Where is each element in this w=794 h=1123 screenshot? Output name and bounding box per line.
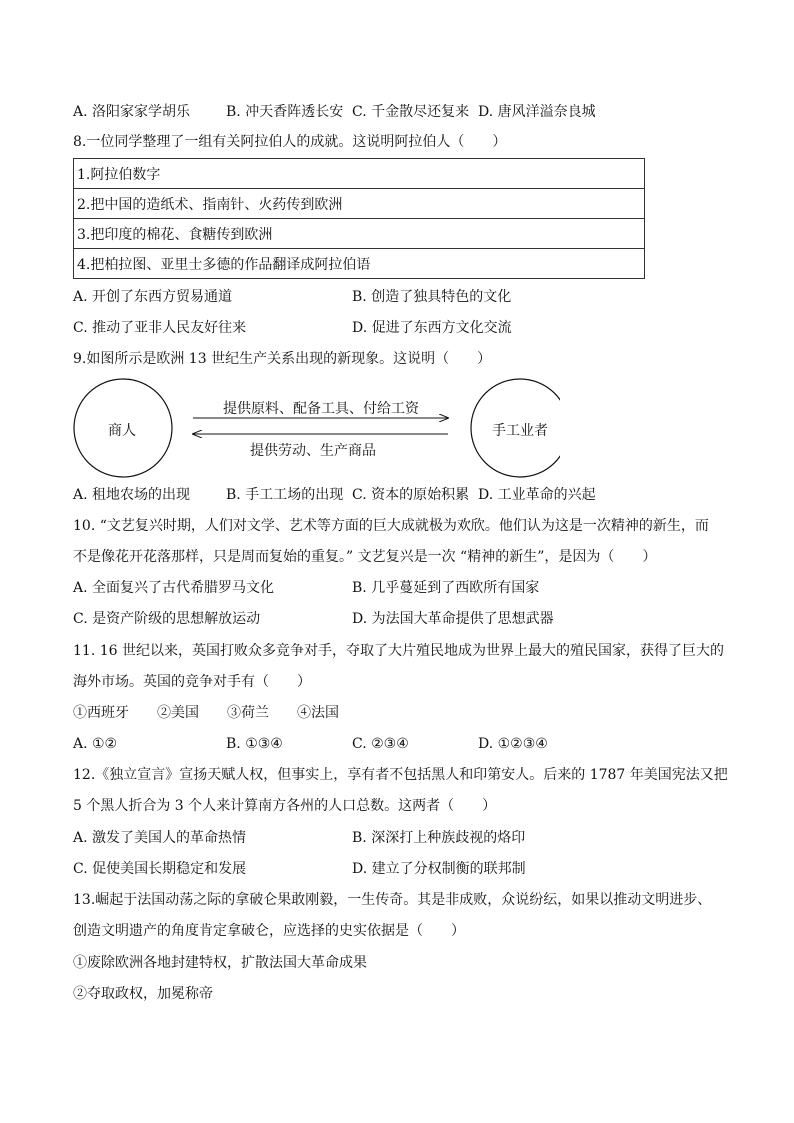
q9-option-a: A. 租地农场的出现 <box>73 487 191 503</box>
table-row: 2.把中国的造纸术、指南针、火药传到欧洲 <box>74 189 645 219</box>
q9-option-d: D. 工业革命的兴起 <box>478 487 596 503</box>
top-arrow-label: 提供原料、配备工具、付给工资 <box>223 401 419 417</box>
q8-option-b: B. 创造了独具特色的文化 <box>352 289 512 305</box>
q12-option-a: A. 激发了美国人的革命热情 <box>73 830 247 846</box>
q12-option-b: B. 深深打上种族歧视的烙印 <box>352 830 526 846</box>
q13-stem-line1: 13.崛起于法国动荡之际的拿破仑果敢刚毅，一生传奇。其是非成败，众说纷纭，如果以推动文明进步、 <box>73 892 712 908</box>
q7-option-b: B. 冲天香阵透长安 <box>226 104 344 120</box>
q11-option-a: A. ①② <box>73 736 118 752</box>
q12-option-d: D. 建立了分权制衡的联邦制 <box>352 861 526 877</box>
q12-stem-line2: 5 个黑人折合为 3 个人来计算南方各州的人口总数。这两者（ ） <box>73 798 497 814</box>
q11-stem-line2: 海外市场。英国的竞争对手有（ ） <box>73 674 311 690</box>
table-row: 4.把柏拉图、亚里士多德的作品翻译成阿拉伯语 <box>74 249 645 279</box>
q10-option-c: C. 是资产阶级的思想解放运动 <box>73 611 261 627</box>
q8-option-d: D. 促进了东西方文化交流 <box>352 320 512 336</box>
table-row: 1.阿拉伯数字 <box>74 159 645 189</box>
q13-stem-line2: 创造文明遗产的角度肯定拿破仑，应选择的史实依据是（ ） <box>73 923 465 939</box>
q11-stem-line1: 11. 16 世纪以来，英国打败众多竞争对手，夺取了大片殖民地成为世界上最大的殖民国家，获得了巨大的 <box>73 643 724 659</box>
q10-stem-line1: 10. “文艺复兴时期，人们对文学、艺术等方面的巨大成就极为欢欣。他们认为这是一次精神的新生，而 <box>73 518 709 534</box>
q12-stem-line1: 12.《独立宣言》宣扬天赋人权，但事实上，享有者不包括黑人和印第安人。后来的 1787 年美国宪法又把 <box>73 767 728 783</box>
q11-option-b: B. ①③④ <box>226 736 283 752</box>
q7-option-c: C. 千金散尽还复来 <box>352 104 470 120</box>
q7-option-a: A. 洛阳家家学胡乐 <box>73 104 191 120</box>
q10-stem-line2: 不是像花开花落那样，只是周而复始的重复。” 文艺复兴是一次 “精神的新生”，是因为（ ） <box>73 549 657 565</box>
q10-option-b: B. 几乎蔓延到了西欧所有国家 <box>352 580 540 596</box>
q10-option-a: A. 全面复兴了古代希腊罗马文化 <box>73 580 275 596</box>
q11-option-c: C. ②③④ <box>352 736 409 752</box>
merchant-label: 商人 <box>108 423 136 439</box>
q9-option-c: C. 资本的原始积累 <box>352 487 470 503</box>
q8-stem: 8.一位同学整理了一组有关阿拉伯人的成就。这说明阿拉伯人（ ） <box>73 134 507 150</box>
q10-option-d: D. 为法国大革命提供了思想武器 <box>352 611 554 627</box>
q9-relation-diagram <box>60 372 560 482</box>
q13-item-1: ①废除欧洲各地封建特权，扩散法国大革命成果 <box>73 955 367 971</box>
q9-option-b: B. 手工工场的出现 <box>226 487 344 503</box>
q9-stem: 9.如图所示是欧洲 13 世纪生产关系出现的新现象。这说明（ ） <box>73 351 492 367</box>
q7-option-d: D. 唐风洋溢奈良城 <box>478 104 596 120</box>
q11-option-d: D. ①②③④ <box>478 736 548 752</box>
q11-items: ①西班牙 ②美国 ③荷兰 ④法国 <box>73 705 339 721</box>
q8-achievement-table <box>73 158 645 279</box>
table-row: 3.把印度的棉花、食糖传到欧洲 <box>74 219 645 249</box>
q12-option-c: C. 促使美国长期稳定和发展 <box>73 861 247 877</box>
q8-option-a: A. 开创了东西方贸易通道 <box>73 289 233 305</box>
q13-item-2: ②夺取政权，加冕称帝 <box>73 986 213 1002</box>
bottom-arrow-label: 提供劳动、生产商品 <box>250 443 376 459</box>
q8-option-c: C. 推动了亚非人民友好往来 <box>73 320 247 336</box>
artisan-label: 手工业者 <box>492 423 548 439</box>
